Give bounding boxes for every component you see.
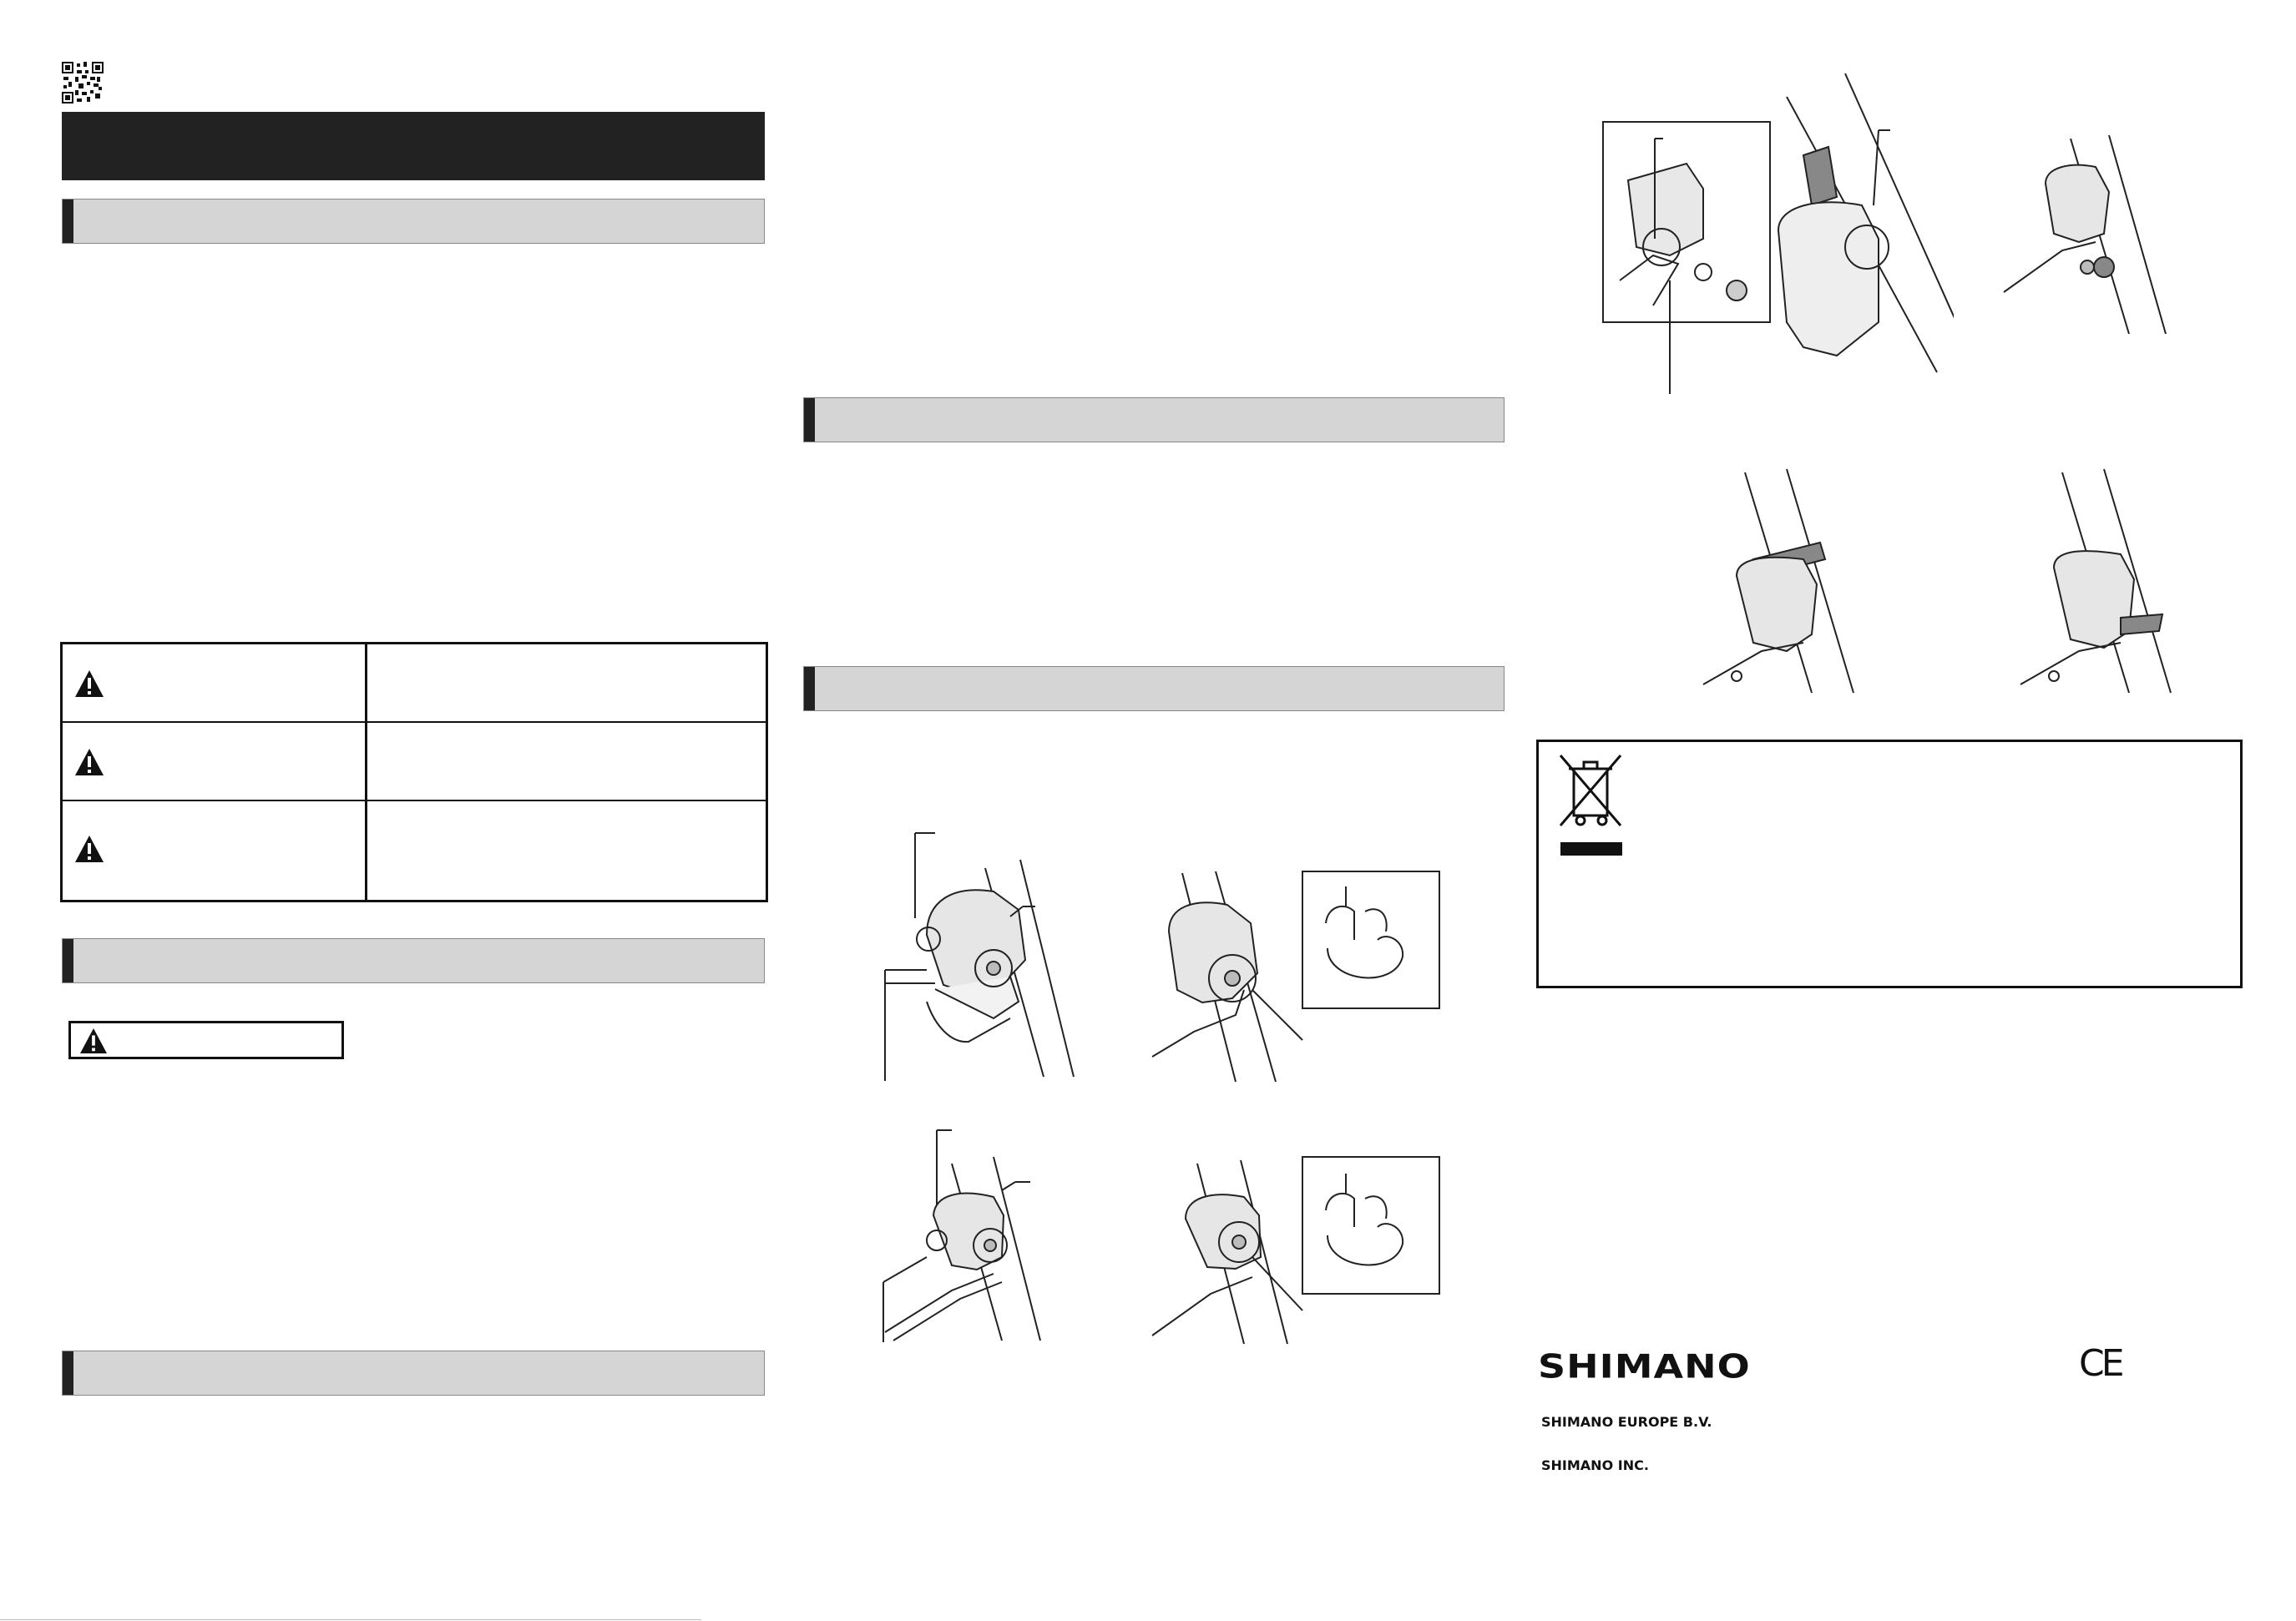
- section-header-1: [62, 199, 765, 244]
- warning-triangle-icon: [74, 835, 104, 863]
- adjustment-figure-main: [1586, 72, 1954, 406]
- table-row: [63, 723, 766, 801]
- crossed-out-bin-icon: [1555, 752, 1626, 829]
- title-bar: [62, 112, 765, 180]
- disposal-notice-box: [1536, 740, 2243, 988]
- table-row: [63, 801, 766, 900]
- ce-mark: CE: [2079, 1342, 2122, 1385]
- installation-figure-direct: [877, 1124, 1077, 1349]
- installation-figure-band-detail: [1135, 865, 1444, 1090]
- warning-triangle-icon: [79, 1028, 108, 1054]
- installation-figure-direct-detail: [1135, 1152, 1444, 1352]
- company-europe: SHIMANO EUROPE B.V.: [1541, 1414, 1712, 1430]
- disposal-bar: [1560, 842, 1622, 856]
- section-tab: [804, 667, 815, 710]
- safety-signal-table: [60, 642, 768, 902]
- table-row: [63, 644, 766, 723]
- section-header-5: [803, 666, 1505, 711]
- section-tab: [63, 199, 73, 243]
- section-header-4: [803, 397, 1505, 442]
- warning-label-box: [68, 1021, 344, 1059]
- section-header-3: [62, 1351, 765, 1396]
- section-header-2: [62, 938, 765, 983]
- section-tab: [63, 1351, 73, 1395]
- adjustment-figure-b: [1678, 467, 1879, 701]
- company-inc: SHIMANO INC.: [1541, 1457, 1649, 1473]
- footer-rule: [0, 1619, 701, 1620]
- warning-triangle-icon: [74, 748, 104, 776]
- section-tab: [804, 398, 815, 442]
- adjustment-figure-a: [1995, 134, 2179, 342]
- installation-figure-band: [877, 826, 1077, 1085]
- section-tab: [63, 939, 73, 982]
- adjustment-figure-c: [1995, 467, 2196, 701]
- qr-code-icon: [62, 62, 104, 104]
- warning-triangle-icon: [74, 669, 104, 698]
- shimano-logo: SHIMANO: [1538, 1347, 1751, 1386]
